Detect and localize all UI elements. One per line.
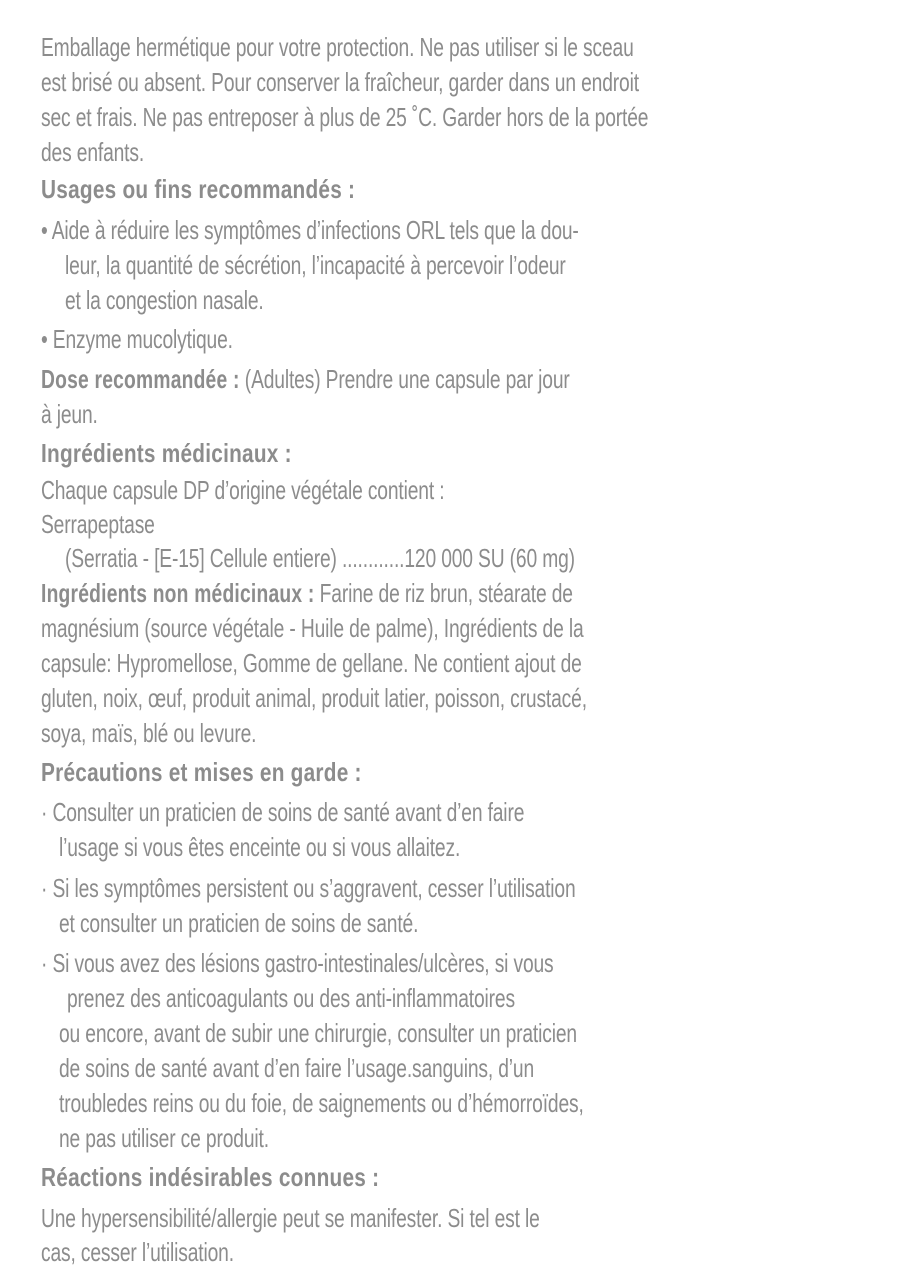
- storage-line: est brisé ou absent. Pour conserver la fraîcheur, garder dans un endroit: [41, 67, 639, 97]
- precaution-line: l’usage si vous êtes enceinte ou si vous allaitez.: [59, 832, 461, 862]
- uses-heading: Usages ou fins recommandés :: [41, 174, 356, 204]
- reactions-line: Une hypersensibilité/allergie peut se manifester. Si tel est le: [41, 1203, 540, 1233]
- non-medicinal-line: magnésium (source végétale - Huile de palme), Ingrédients de la: [41, 613, 584, 643]
- precaution-line: troubledes reins ou du foie, de saignements ou d’hémorroïdes,: [59, 1088, 584, 1118]
- storage-line: sec et frais. Ne pas entreposer à plus de 25 ˚C. Garder hors de la portée: [41, 102, 649, 132]
- reactions-line: cas, cesser l’utilisation.: [41, 1237, 234, 1267]
- dose-line: [41, 366, 570, 392]
- precaution-line: · Si les symptômes persistent ou s’aggravent, cesser l’utilisation: [41, 873, 576, 903]
- precaution-line: ne pas utiliser ce produit.: [59, 1123, 269, 1153]
- medicinal-line: Chaque capsule DP d’origine végétale contient :: [41, 475, 445, 505]
- non-medicinal-line: soya, maïs, blé ou levure.: [41, 718, 257, 748]
- precautions-heading: Précautions et mises en garde :: [41, 757, 362, 787]
- precaution-line: prenez des anticoagulants ou des anti-inflammatoires: [67, 983, 515, 1013]
- non-medicinal-line: capsule: Hypromellose, Gomme de gellane. Ne contient ajout de: [41, 648, 582, 678]
- medicinal-line: Serrapeptase: [41, 509, 155, 539]
- precaution-line: de soins de santé avant d’en faire l’usage.sanguins, d’un: [59, 1053, 535, 1083]
- uses-item-line: • Enzyme mucolytique.: [41, 324, 233, 354]
- dose-heading: Dose recommandée :: [41, 364, 240, 394]
- precaution-line: et consulter un praticien de soins de santé.: [59, 908, 419, 938]
- medicinal-heading: Ingrédients médicinaux :: [41, 438, 292, 468]
- non-medicinal-heading: Ingrédients non médicinaux :: [41, 578, 315, 608]
- precaution-line: · Si vous avez des lésions gastro-intestinales/ulcères, si vous: [41, 948, 554, 978]
- storage-line: Emballage hermétique pour votre protection. Ne pas utiliser si le sceau: [41, 32, 634, 62]
- uses-item-line: • Aide à réduire les symptômes d’infections ORL tels que la dou-: [41, 215, 579, 245]
- non-medicinal-line: [41, 580, 573, 606]
- dose-text-line: à jeun.: [41, 399, 98, 429]
- precaution-line: ou encore, avant de subir une chirurgie, consulter un praticien: [59, 1018, 577, 1048]
- non-medicinal-line: gluten, noix, œuf, produit animal, produit latier, poisson, crustacé,: [41, 683, 587, 713]
- uses-item-line: et la congestion nasale.: [65, 285, 264, 315]
- reactions-heading: Réactions indésirables connues :: [41, 1162, 380, 1192]
- storage-line: des enfants.: [41, 137, 145, 167]
- uses-item-line: leur, la quantité de sécrétion, l’incapacité à percevoir l’odeur: [65, 250, 566, 280]
- medicinal-amount-line: (Serratia - [E-15] Cellule entiere) ............120 000 SU (60 mg): [65, 543, 575, 573]
- non-medicinal-text: Farine de riz brun, stéarate de: [319, 578, 573, 608]
- precaution-line: · Consulter un praticien de soins de santé avant d’en faire: [41, 797, 525, 827]
- dose-text: (Adultes) Prendre une capsule par jour: [244, 364, 570, 394]
